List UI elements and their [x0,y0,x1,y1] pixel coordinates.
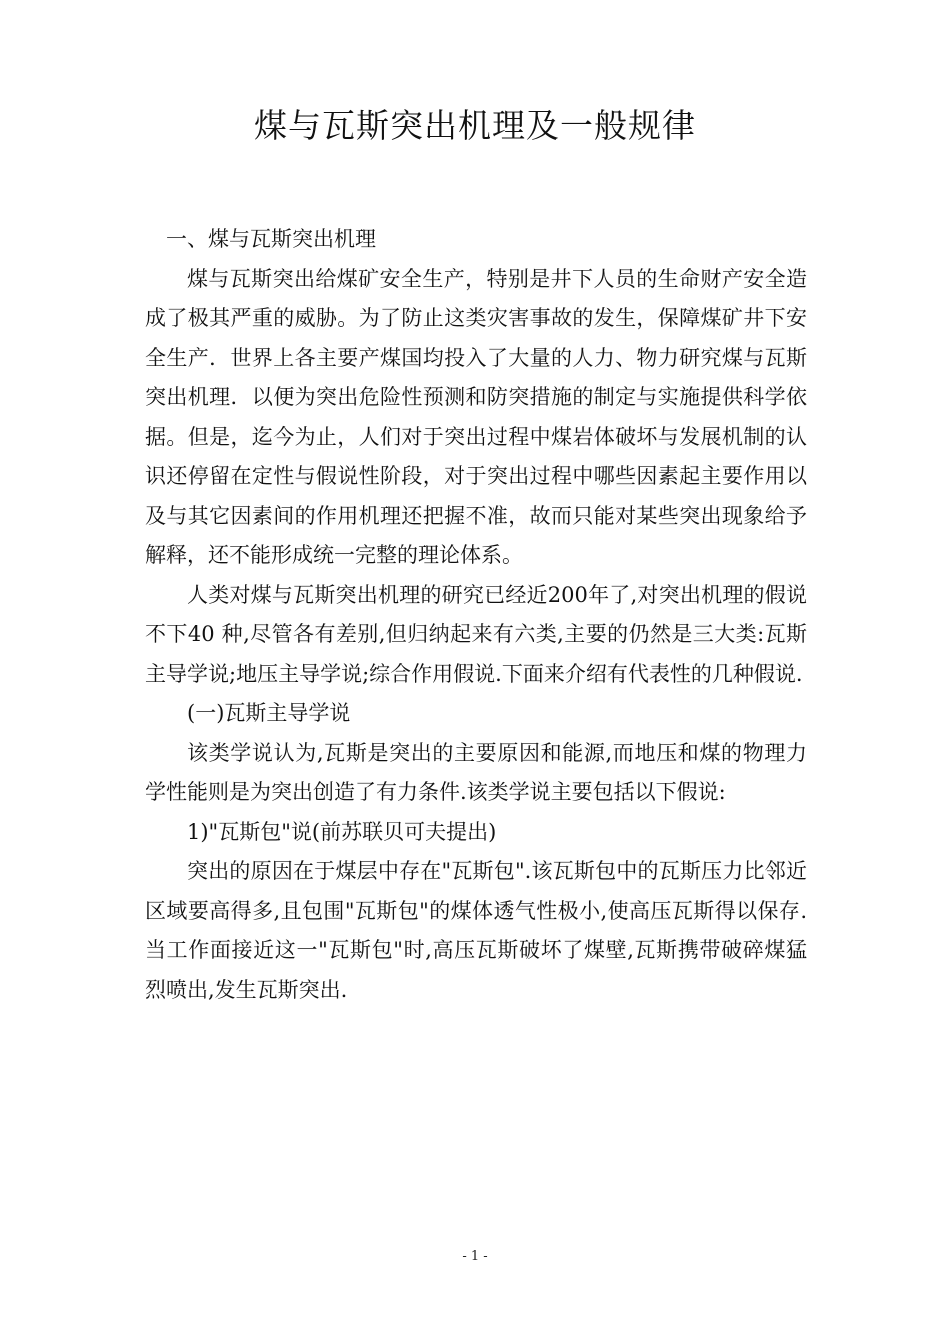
body-paragraph: 该类学说认为,瓦斯是突出的主要原因和能源,而地压和煤的物理力学性能则是为突出创造了有力条件.该类学说主要包括以下假说: [145,740,807,804]
section-heading: 一、煤与瓦斯突出机理 [166,227,376,251]
document-title: 煤与瓦斯突出机理及一般规律 [254,106,696,145]
body-paragraph: 人类对煤与瓦斯突出机理的研究已经近200年了,对突出机理的假说不下40 种,尽管各有差别,但归纳起来有六类,主要的仍然是三大类:瓦斯主导学说;地压主导学说;综合作用假说.下面来介绍有代表性的几种假说. [145,582,807,686]
item-heading: 1)"瓦斯包"说(前苏联贝可夫提出) [187,819,497,844]
body-paragraph: 煤与瓦斯突出给煤矿安全生产，特别是井下人员的生命财产安全造成了极其严重的威胁。为了防止这类灾害事故的发生，保障煤矿井下安全生产．世界上各主要产煤国均投入了大量的人力、物力研究煤与瓦斯突出机理．以便为突出危险性预测和防突措施的制定与实施提供科学依据。但是，迄今为止，人们对于突出过程中煤岩体破坏与发展机制的认识还停留在定性与假说性阶段，对于突出过程中哪些因素起主要作用以及与其它因素间的作用机理还把握不准，故而只能对某些突出现象给予解释，还不能形成统一完整的理论体系。 [145,266,807,567]
body-paragraph: 突出的原因在于煤层中存在"瓦斯包".该瓦斯包中的瓦斯压力比邻近区域要高得多,且包围"瓦斯包"的煤体透气性极小,使高压瓦斯得以保存.当工作面接近这一"瓦斯包"时,高压瓦斯破坏了煤壁,瓦斯携带破碎煤猛烈喷出,发生瓦斯突出. [145,859,807,1002]
subsection-heading: (一)瓦斯主导学说 [187,701,351,725]
document-body [145,220,807,1010]
page-number: - 1 - [462,1249,488,1264]
